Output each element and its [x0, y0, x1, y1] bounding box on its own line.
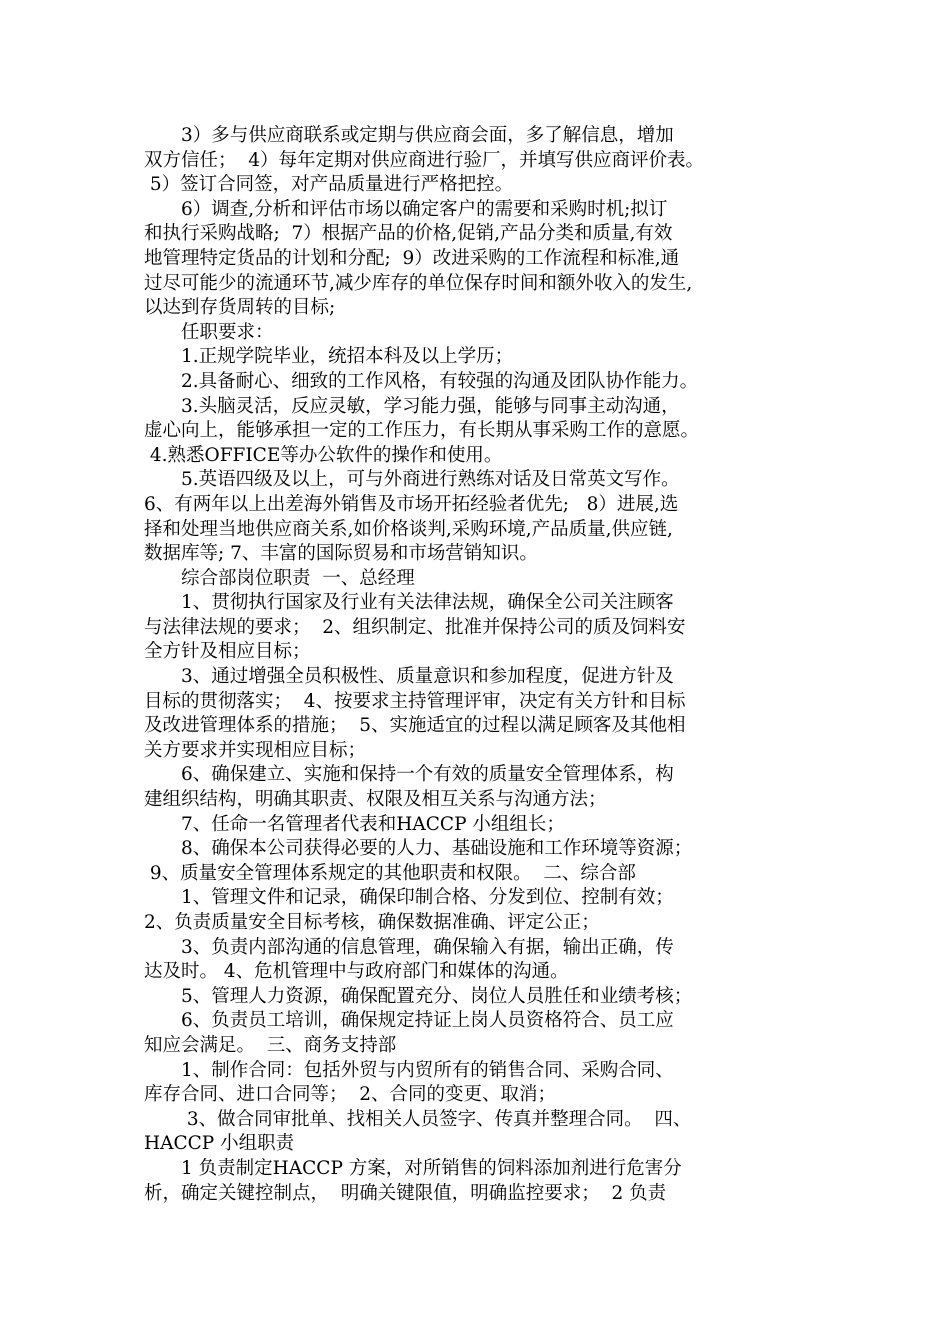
- text-line: 1.正规学院毕业，统招本科及以上学历；: [181, 346, 514, 368]
- text-line: 3.头脑灵活，反应灵敏，学习能力强，能够与同事主动沟通，: [181, 395, 680, 417]
- text-line: 3、做合同审批单、找相关人员签字、传真并整理合同。 四、: [181, 1108, 692, 1130]
- text-line: 以达到存货周转的目标;: [144, 297, 336, 319]
- document-body: [144, 124, 810, 1206]
- text-line: 地管理特定货品的计划和分配; 9）改进采购的工作流程和标准,通: [144, 247, 680, 269]
- text-line: 1 负责制定HACCP 方案，对所销售的饲料添加剂进行危害分: [181, 1157, 682, 1179]
- text-line: 与法律法规的要求； 2、组织制定、批准并保持公司的质及饲料安: [144, 616, 686, 638]
- text-line: 综合部岗位职责 一、总经理: [181, 567, 415, 589]
- text-line: 及改进管理体系的措施； 5、实施适宜的过程以满足顾客及其他相: [144, 715, 686, 737]
- text-line: 建组织结构，明确其职责、权限及相互关系与沟通方法；: [144, 789, 607, 811]
- text-line: 2、负责质量安全目标考核，确保数据准确、评定公正；: [144, 912, 600, 933]
- text-line: 过尽可能少的流通环节,减少库存的单位保存时间和额外收入的发生,: [144, 272, 693, 294]
- text-line: 5、管理人力资源，确保配置充分、岗位人员胜任和业绩考核；: [181, 985, 693, 1007]
- text-line: 3、通过增强全员积极性、质量意识和参加程度，促进方针及: [181, 666, 674, 688]
- text-line: 5.英语四级及以上，可与外商进行熟练对话及日常英文写作。: [181, 469, 680, 491]
- text-line: 6）调查,分析和评估市场以确定客户的需要和采购时机;拟订: [181, 198, 668, 220]
- text-line: 择和处理当地供应商关系,如价格谈判,采购环境,产品质量,供应链,: [144, 518, 673, 540]
- text-line: 目标的贯彻落实； 4、按要求主持管理评审，决定有关方针和目标: [144, 690, 686, 712]
- text-line: 9、质量安全管理体系规定的其他职责和权限。 二、综合部: [144, 862, 636, 884]
- text-line: 4.熟悉OFFICE等办公软件的操作和使用。: [144, 444, 503, 466]
- text-line: 关方要求并实现相应目标；: [144, 739, 367, 761]
- text-line: 任职要求：: [181, 321, 274, 343]
- text-line: 3、负责内部沟通的信息管理，确保输入有据，输出正确，传: [181, 936, 674, 958]
- text-line: 2.具备耐心、细致的工作风格，有较强的沟通及团队协作能力。: [181, 370, 699, 392]
- text-line: 7、任命一名管理者代表和HACCP 小组组长；: [181, 813, 565, 835]
- text-line: 析，确定关键控制点， 明确关键限值，明确监控要求； 2 负责: [144, 1182, 667, 1204]
- text-line: 库存合同、进口合同等； 2、合同的变更、取消；: [144, 1084, 557, 1106]
- text-line: HACCP 小组职责: [144, 1133, 295, 1155]
- text-line: 6、负责员工培训，确保规定持证上岗人员资格符合、员工应: [181, 1010, 674, 1032]
- text-line: 和执行采购战略; 7）根据产品的价格,促销,产品分类和质量,有效: [144, 223, 673, 245]
- text-line: 1、管理文件和记录，确保印制合格、分发到位、控制有效；: [181, 887, 674, 909]
- text-line: 6、确保建立、实施和保持一个有效的质量安全管理体系，构: [181, 764, 674, 786]
- text-line: 达及时。 4、危机管理中与政府部门和媒体的沟通。: [144, 961, 569, 983]
- text-line: 3）多与供应商联系或定期与供应商会面，多了解信息，增加: [181, 125, 674, 146]
- text-line: 6、有两年以上出差海外销售及市场开拓经验者优先; 8）进展,选: [144, 493, 679, 515]
- text-line: 知应会满足。 三、商务支持部: [144, 1034, 397, 1056]
- text-line: 8、确保本公司获得必要的人力、基础设施和工作环境等资源；: [181, 838, 693, 860]
- text-line: 数据库等; 7、丰富的国际贸易和市场营销知识。: [144, 543, 538, 565]
- text-line: 1、贯彻执行国家及行业有关法律法规，确保全公司关注顾客: [181, 592, 674, 614]
- text-line: 虚心向上，能够承担一定的工作压力，有长期从事采购工作的意愿。: [144, 420, 700, 442]
- text-line: 5）签订合同签，对产品质量进行严格把控。: [144, 174, 514, 196]
- text-line: 1、制作合同：包括外贸与内贸所有的销售合同、采购合同、: [181, 1059, 674, 1081]
- text-line: 全方针及相应目标；: [144, 641, 311, 663]
- text-line: 双方信任； 4）每年定期对供应商进行验厂，并填写供应商评价表。: [144, 149, 705, 171]
